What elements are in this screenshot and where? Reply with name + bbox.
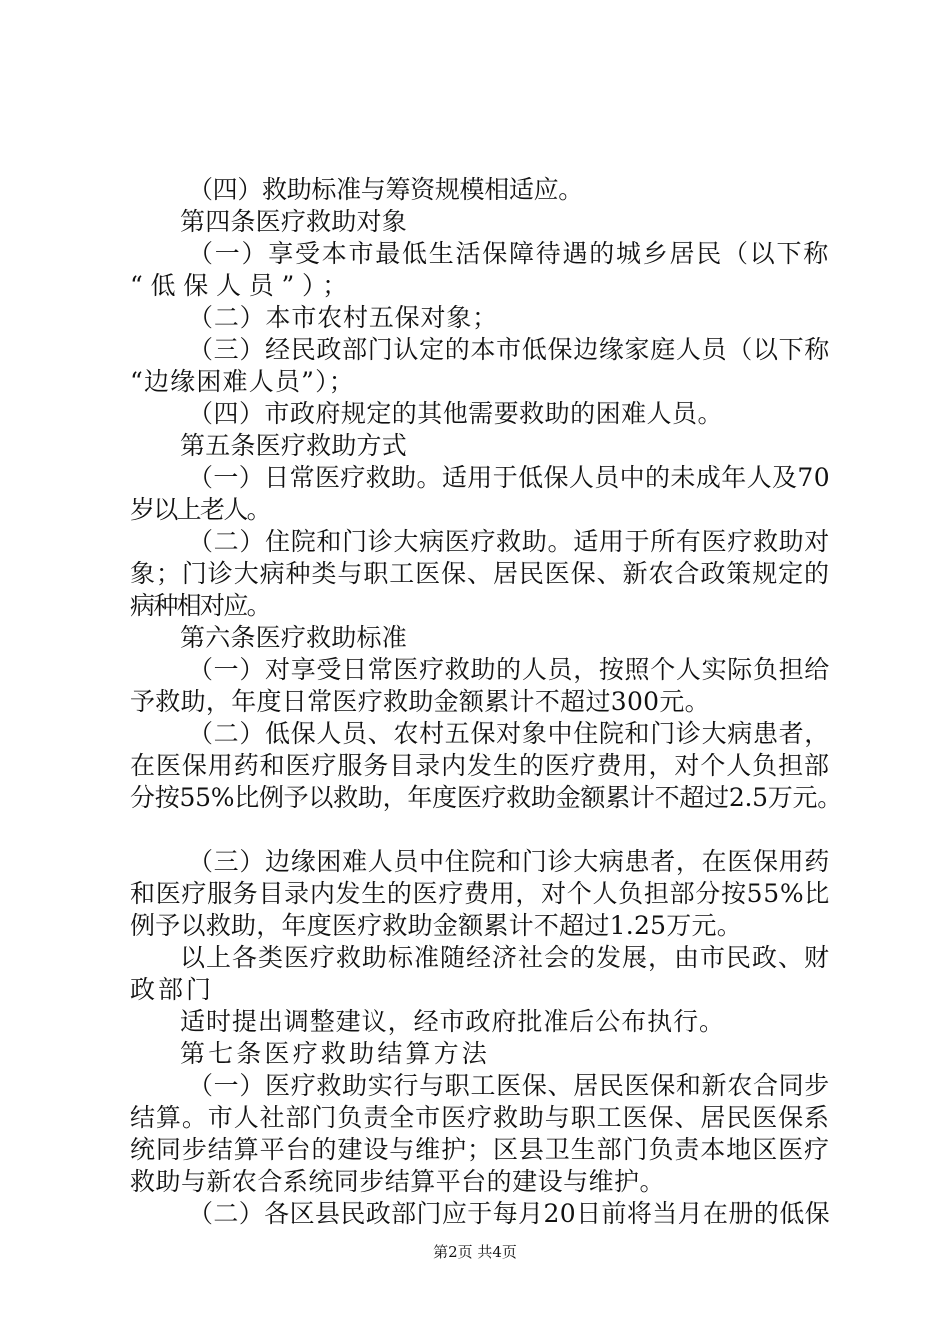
text-line: （一）享受本市最低生活保障待遇的城乡居民（以下称 — [188, 239, 830, 268]
text-line: 病种相对应。 — [130, 591, 270, 620]
text-line: （一）日常医疗救助。适用于低保人员中的未成年人及70 — [188, 463, 830, 492]
text-line: 象；门诊大病种类与职工医保、居民医保、新农合政策规定的 — [130, 559, 830, 588]
text-line: 例予以救助，年度医疗救助金额累计不超过1.25万元。 — [130, 911, 742, 940]
text-line: 予救助，年度日常医疗救助金额累计不超过300元。 — [130, 687, 710, 716]
text-line: 结算。市人社部门负责全市医疗救助与职工医保、居民医保系 — [130, 1103, 830, 1132]
text-line: 第五条医疗救助方式 — [180, 431, 407, 460]
text-line: 以上各类医疗救助标准随经济社会的发展，由市民政、财 — [180, 943, 830, 972]
text-line: （四）救助标准与筹资规模相适应。 — [188, 175, 583, 204]
text-line: 第七条医疗救助结算方法 — [180, 1039, 490, 1068]
text-line: 第六条医疗救助标准 — [180, 623, 407, 652]
text-line: 岁以上老人。 — [130, 495, 270, 524]
text-line: 政部门 — [130, 975, 214, 1004]
text-line: 第四条医疗救助对象 — [180, 207, 407, 236]
text-line: （二）本市农村五保对象； — [188, 303, 498, 332]
text-line: 和医疗服务目录内发生的医疗费用，对个人负担部分按55%比 — [130, 879, 830, 908]
text-line: “边缘困难人员”）； — [130, 367, 355, 396]
text-line: 适时提出调整建议，经市政府批准后公布执行。 — [180, 1007, 725, 1036]
text-line: （四）市政府规定的其他需要救助的困难人员。 — [188, 399, 723, 428]
text-line: （一）对享受日常医疗救助的人员，按照个人实际负担给 — [188, 655, 830, 684]
text-line: 救助与新农合系统同步结算平台的建设与维护。 — [130, 1167, 665, 1196]
text-line: 在医保用药和医疗服务目录内发生的医疗费用，对个人负担部 — [130, 751, 830, 780]
text-line: （一）医疗救助实行与职工医保、居民医保和新农合同步 — [188, 1071, 830, 1100]
text-line: “低保人员”）； — [130, 271, 355, 300]
text-line: （二）低保人员、农村五保对象中住院和门诊大病患者， — [188, 719, 830, 748]
text-line: 统同步结算平台的建设与维护；区县卫生部门负责本地区医疗 — [130, 1135, 830, 1164]
text-line: （二）各区县民政部门应于每月20日前将当月在册的低保 — [188, 1199, 830, 1228]
text-line: （三）经民政部门认定的本市低保边缘家庭人员（以下称 — [188, 335, 830, 364]
text-line: 分按55%比例予以救助，年度医疗救助金额累计不超过2.5万元。 — [130, 783, 842, 812]
text-line: （二）住院和门诊大病医疗救助。适用于所有医疗救助对 — [188, 527, 830, 556]
text-line: （三）边缘困难人员中住院和门诊大病患者，在医保用药 — [188, 847, 830, 876]
page-number-footer: 第2页 共4页 — [433, 1243, 517, 1261]
